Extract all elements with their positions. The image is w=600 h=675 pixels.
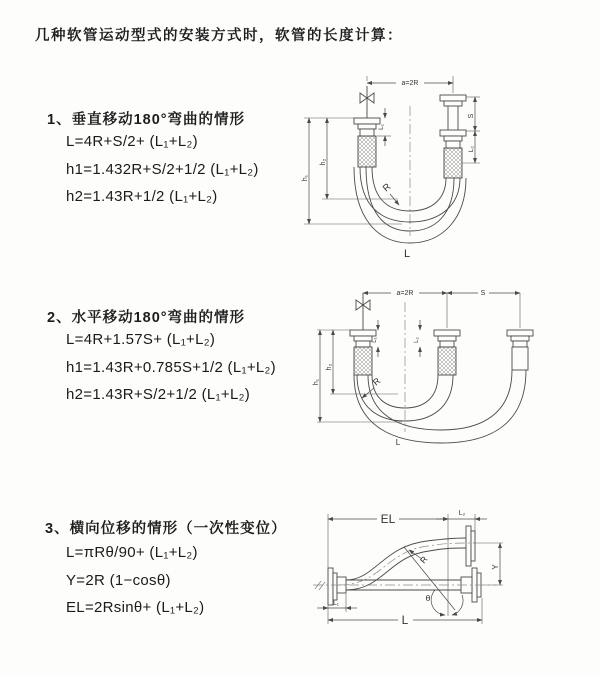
dim-l1-label: L₁ [333,600,339,607]
dim-l2 [414,320,420,357]
valve-icon [360,86,374,118]
dim-l2-label: L₂ [468,145,475,153]
dim-s [447,287,520,328]
radius-label: R [370,375,383,388]
right-fitting [440,95,466,178]
diagram-vertical-180-bend [298,66,588,262]
dim-l2-label: L₂ [458,510,466,517]
dim-l-label: L [401,613,409,627]
dim-l2-label: L₂ [414,337,420,343]
left-fitting [354,118,380,167]
diagram-lateral-displacement [305,498,595,656]
section2-heading: 2、水平移动180°弯曲的情形 [47,310,246,326]
angle-label: θ [425,593,431,603]
formula-h2: h2=1.43R+1/2 (L₁+L₂) [66,188,218,205]
formula-h1: h1=1.43R+0.785S+1/2 (L₁+L₂) [66,358,276,376]
dim-a2r-label: a=2R [401,80,419,87]
diagram-horizontal-180-bend [310,282,595,460]
formula-h1: h1=1.432R+S/2+1/2 (L₁+L₂) [66,160,259,178]
formula-y: Y=2R (1−cosθ) [66,571,171,589]
hose-s-curve [339,538,475,590]
formula-el: EL=2Rsinθ+ (L₁+L₂) [66,599,205,616]
dim-s [466,97,480,131]
dim-l1 [377,108,391,146]
dim-l [328,598,482,627]
dim-y-label: Y [491,564,500,570]
section3-formulas [66,539,204,622]
dim-h2-label: h₂ [326,363,333,371]
formula-length: L=πRθ/90+ (L₁+L₂) [66,544,198,561]
dim-s-label: S [480,290,486,297]
dim-l2 [436,508,487,538]
dim-el-label: EL [380,512,396,526]
dim-s-label: S [468,113,475,119]
section1-heading: 1、垂直移动180°弯曲的情形 [47,112,246,128]
dim-l-label: L [395,438,401,447]
radius-label: R [417,554,430,566]
dim-l-label: L [403,248,411,260]
dim-h1-label: h₁ [313,378,320,386]
middle-fitting [434,330,460,375]
radius-label: R [380,181,394,195]
dim-a2r-label: a=2R [396,290,414,297]
right-fitting-displaced [507,330,533,370]
dim-l1-label: L₁ [372,337,378,343]
radius-callout [362,375,383,398]
upper-flange [466,526,475,566]
formula-length: L=4R+S/2+ (L₁+L₂) [66,133,198,150]
section2-formulas [66,326,276,409]
page-title: 几种软管运动型式的安装方式时，软管的长度计算： [35,28,403,44]
dim-h2-label: h₂ [320,158,327,166]
dim-h1-label: h₁ [302,174,309,182]
formula-length: L=4R+1.57S+ (L₁+L₂) [66,331,216,348]
dim-h1 [302,118,402,224]
dim-l1 [372,320,378,357]
angle-theta [426,590,463,615]
dim-a2r [367,76,453,93]
section3-heading: 3、横向位移的情形（一次性变位） [45,521,287,537]
section1-formulas [66,128,259,211]
radius-callout [381,181,399,205]
left-fitting [350,330,376,375]
dim-l1-label: L₁ [378,124,385,130]
valve-icon [356,293,370,330]
dim-a2r [363,287,447,297]
formula-h2: h2=1.43R+S/2+1/2 (L₁+L₂) [66,386,251,403]
